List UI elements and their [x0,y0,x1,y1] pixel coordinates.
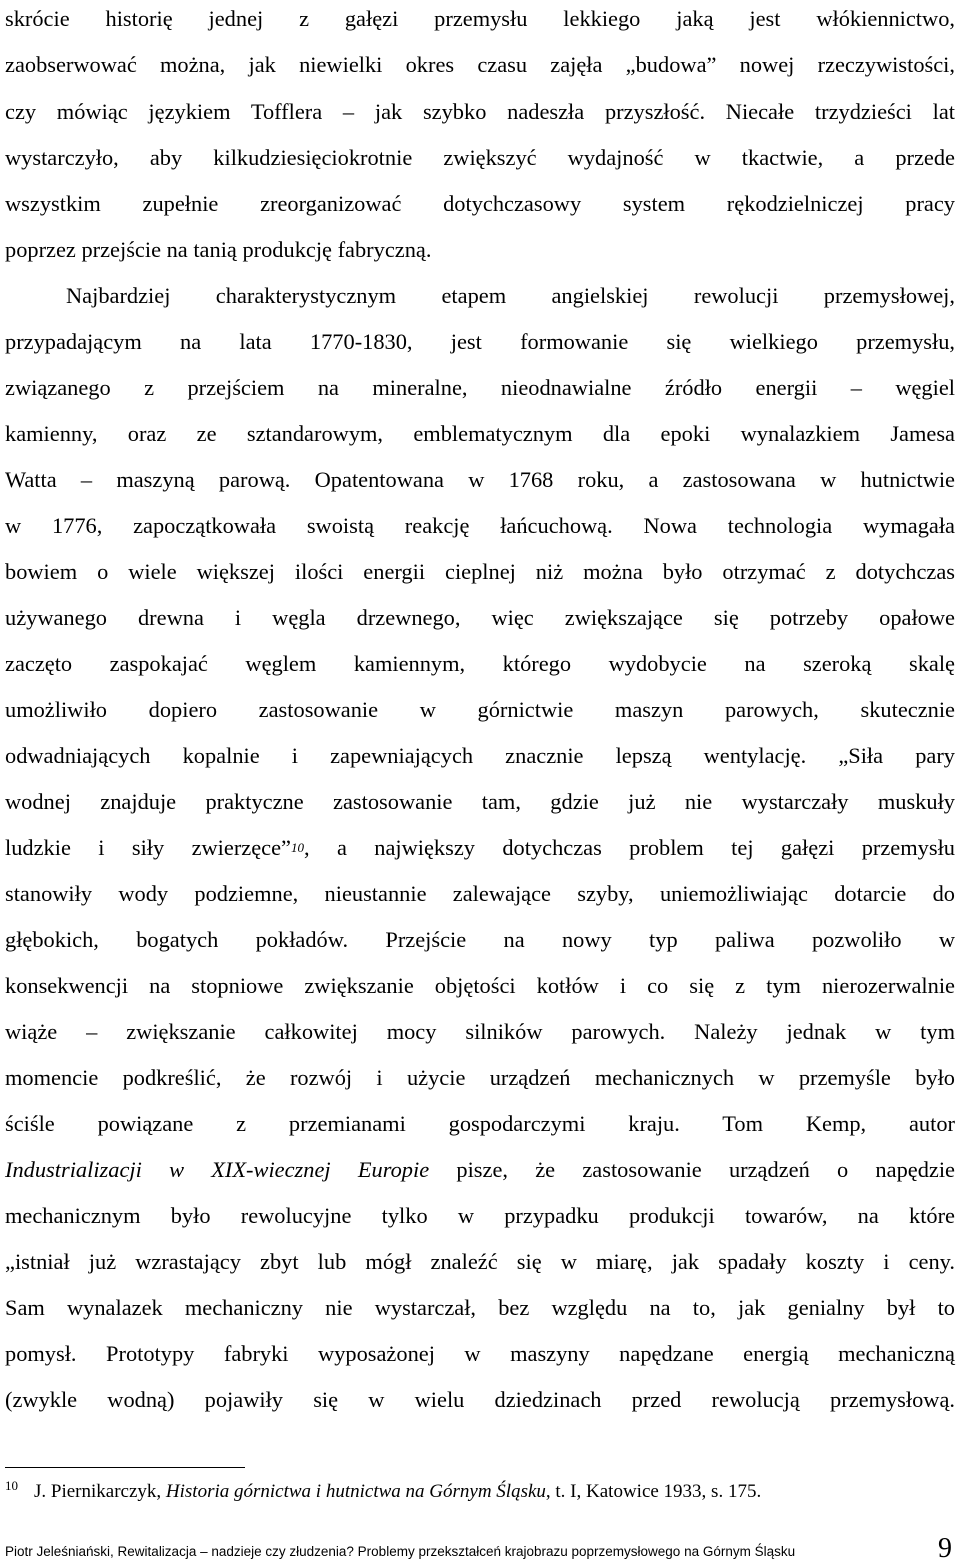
book-title: Industrializacji w XIX-wiecznej Europie [5,1157,430,1182]
body-line: wiąże – zwiększanie całkowitej mocy silników parowych. Należy jednak w tym [5,1019,955,1044]
footnote-title: Historia górnictwa i hutnictwa na Górnym Śląsku [165,1481,546,1502]
body-line: głębokich, bogatych pokładów. Przejście na nowy typ paliwa pozwoliło w [5,927,955,952]
body-line: używanego drewna i węgla drzewnego, więc zwiększające się potrzeby opałowe [5,605,955,630]
body-line: poprzez przejście na tanią produkcję fabryczną. [5,237,432,262]
footnote-details: , t. I, Katowice 1933, s. 175. [545,1481,762,1502]
body-line: Najbardziej charakterystycznym etapem angielskiej rewolucji przemysłowej, [66,283,955,308]
body-line: zaobserwować można, jak niewielki okres czasu zajęła „budowa” nowej rzeczywistości, [5,52,955,77]
footnote-ref[interactable]: 10 [290,840,304,855]
body-line: przypadającym na lata 1770-1830, jest formowanie się wielkiego przemysłu, [5,329,955,354]
body-line: wszystkim zupełnie zreorganizować dotychczasowy system rękodzielniczej pracy [5,191,955,216]
body-line: mechanicznym było rewolucyjne tylko w przypadku produkcji towarów, na które [5,1203,955,1228]
body-line: „istniał już wzrastający zbyt lub mógł znaleźć się w miarę, jak spadały koszty i ceny. [5,1249,955,1274]
body-line: ściśle powiązane z przemianami gospodarczymi kraju. Tom Kemp, autor [5,1111,955,1136]
line-text: ludzkie i siły zwierzęce” [5,835,291,860]
body-line: momencie podkreślić, że rozwój i użycie urządzeń mechanicznych w przemyśle było [5,1065,955,1090]
body-line: czy mówiąc językiem Tofflera – jak szybko nadeszła przyszłość. Niecałe trzydzieści lat [5,99,955,124]
body-line: bowiem o wiele większej ilości energii cieplnej niż można było otrzymać z dotychczas [5,559,955,584]
body-line: skrócie historię jednej z gałęzi przemysłu lekkiego jaką jest włókiennictwo, [5,6,955,31]
footnote-number: 10 [5,1478,18,1493]
body-line: stanowiły wody podziemne, nieustannie zalewające szyby, uniemożliwiając dotarcie do [5,881,955,906]
line-text: pisze, że zastosowanie urządzeń o napędzie [429,1157,955,1182]
body-line: Watta – maszyną parową. Opatentowana w 1768 roku, a zastosowana w hutnictwie [5,467,955,492]
body-line: odwadniających kopalnie i zapewniających znacznie lepszą wentylację. „Siła pary [5,743,955,768]
body-line: zaczęto zaspokajać węglem kamiennym, którego wydobycie na szeroką skalę [5,651,955,676]
body-line: wystarczyło, aby kilkudziesięciokrotnie zwiększyć wydajność w tkactwie, a przede [5,145,955,170]
body-line: związanego z przejściem na mineralne, nieodnawialne źródło energii – węgiel [5,375,955,400]
body-line-with-footnote-ref [5,834,955,862]
body-line: w 1776, zapoczątkowała swoistą reakcję łańcuchową. Nowa technologia wymagała [5,513,955,538]
body-line: umożliwiło dopiero zastosowanie w górnictwie maszyn parowych, skutecznie [5,697,955,722]
body-line-with-book-title [5,1156,955,1184]
page-number: 9 [938,1533,952,1564]
body-line: (zwykle wodną) pojawiły się w wielu dziedzinach przed rewolucją przemysłową. [5,1387,955,1412]
body-line: pomysł. Prototypy fabryki wyposażonej w maszyny napędzane energią mechaniczną [5,1341,955,1366]
body-line: kamienny, oraz ze sztandarowym, emblematycznym dla epoki wynalazkiem Jamesa [5,421,955,446]
body-line: Sam wynalazek mechaniczny nie wystarczał, bez względu na to, jak genialny był to [5,1295,955,1320]
body-line: wodnej znajduje praktyczne zastosowanie tam, gdzie już nie wystarczały muskuły [5,789,955,814]
body-line: konsekwencji na stopniowe zwiększanie objętości kotłów i co się z tym nierozerwalnie [5,973,955,998]
footnote-divider [5,1467,245,1468]
line-text: , a największy dotychczas problem tej gałęzi przemysłu [303,835,955,860]
footnote-author: J. Piernikarczyk, [34,1481,166,1502]
page-footer: Piotr Jeleśniański, Rewitalizacja – nadzieje czy złudzenia? Problemy przekształceń krajobrazu poprzemysłowego na Górnym Śląsku [5,1544,796,1559]
footnote [5,1480,761,1505]
